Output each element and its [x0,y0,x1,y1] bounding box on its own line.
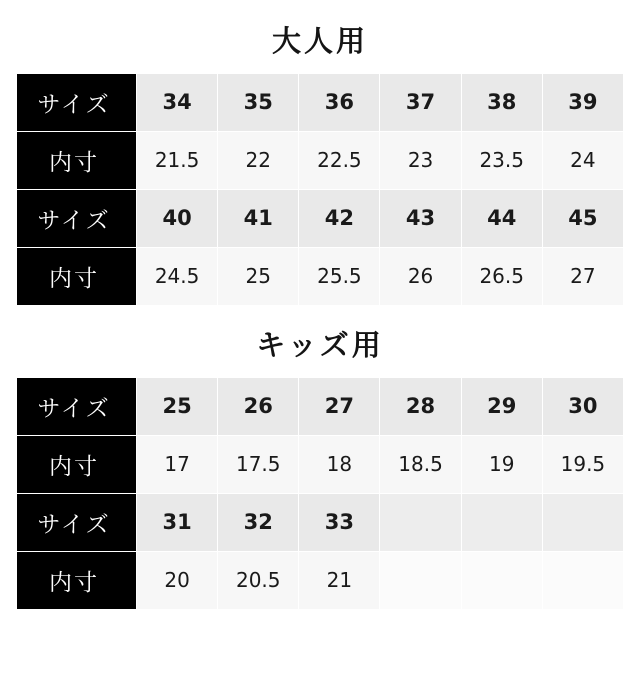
kids-measure-cell: 20 [137,551,218,609]
row-label-size: サイズ [17,377,137,435]
adult-size-cell: 45 [542,189,623,247]
table-row [17,551,624,609]
adult-section-title: 大人用 [271,24,368,58]
kids-size-cell: 28 [380,377,461,435]
adult-size-cell: 39 [542,73,623,131]
kids-measure-cell: 17 [137,435,218,493]
kids-size-cell-empty [542,493,623,551]
adult-size-cell: 43 [380,189,461,247]
kids-size-cell-empty [380,493,461,551]
adult-size-cell: 44 [461,189,542,247]
adult-size-cell: 40 [137,189,218,247]
row-label-measure: 内寸 [17,247,137,305]
kids-size-cell: 26 [218,377,299,435]
adult-size-cell: 36 [299,73,380,131]
adult-measure-cell: 21.5 [137,131,218,189]
adult-size-cell: 34 [137,73,218,131]
adult-measure-cell: 25.5 [299,247,380,305]
kids-measure-cell: 19.5 [542,435,623,493]
adult-measure-cell: 25 [218,247,299,305]
table-row [17,377,624,435]
adult-measure-cell: 24.5 [137,247,218,305]
size-chart-page [0,24,640,675]
kids-size-cell: 29 [461,377,542,435]
kids-size-table [16,377,624,610]
kids-measure-cell-empty [461,551,542,609]
kids-measure-cell: 18 [299,435,380,493]
adult-measure-cell: 22 [218,131,299,189]
kids-size-cell-empty [461,493,542,551]
kids-size-cell: 25 [137,377,218,435]
kids-size-cell: 30 [542,377,623,435]
adult-size-cell: 42 [299,189,380,247]
kids-size-cell: 31 [137,493,218,551]
table-row [17,73,624,131]
kids-section-title: キッズ用 [256,327,384,362]
row-label-measure: 内寸 [17,131,137,189]
table-row [17,247,624,305]
kids-measure-cell-empty [542,551,623,609]
kids-measure-cell: 18.5 [380,435,461,493]
adult-size-cell: 41 [218,189,299,247]
kids-measure-cell: 20.5 [218,551,299,609]
adult-size-cell: 35 [218,73,299,131]
adult-measure-cell: 26.5 [461,247,542,305]
row-label-measure: 内寸 [17,551,137,609]
kids-measure-cell: 21 [299,551,380,609]
adult-size-table [16,73,624,306]
adult-measure-cell: 23.5 [461,131,542,189]
kids-size-cell: 32 [218,493,299,551]
adult-measure-cell: 22.5 [299,131,380,189]
adult-measure-cell: 24 [542,131,623,189]
kids-measure-cell-empty [380,551,461,609]
adult-measure-cell: 26 [380,247,461,305]
row-label-size: サイズ [17,493,137,551]
adult-measure-cell: 27 [542,247,623,305]
adult-size-cell: 38 [461,73,542,131]
kids-measure-cell: 19 [461,435,542,493]
table-row [17,131,624,189]
kids-measure-cell: 17.5 [218,435,299,493]
adult-measure-cell: 23 [380,131,461,189]
row-label-measure: 内寸 [17,435,137,493]
row-label-size: サイズ [17,73,137,131]
kids-size-cell: 27 [299,377,380,435]
table-row [17,189,624,247]
table-row [17,435,624,493]
kids-size-cell: 33 [299,493,380,551]
adult-size-cell: 37 [380,73,461,131]
row-label-size: サイズ [17,189,137,247]
table-row [17,493,624,551]
